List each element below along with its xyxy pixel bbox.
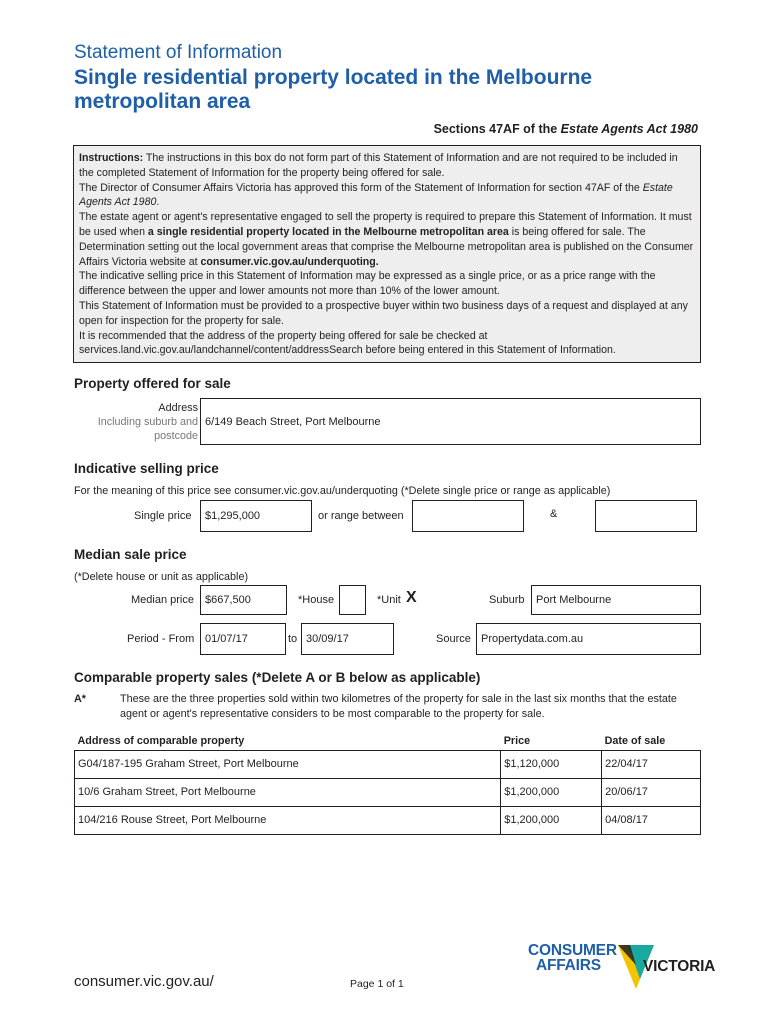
indicative-heading: Indicative selling price — [74, 461, 219, 476]
comparable-description: These are the three properties sold within two kilometres of the property for sale in the last six months that the estate agent or agent's representative considers to be most comparable to the property for sale. — [120, 693, 677, 720]
median-note: (*Delete house or unit as applicable) — [74, 571, 249, 583]
median-price-field[interactable]: $667,500 — [200, 585, 287, 615]
sections-reference — [434, 122, 698, 136]
sections-act: Estate Agents Act 1980 — [560, 122, 698, 136]
comparable-date[interactable]: 04/08/17 — [602, 806, 701, 834]
consumer-affairs-victoria-logo — [528, 941, 716, 993]
address-label: Address Including suburb and postcode — [97, 402, 198, 442]
period-from-field[interactable]: 01/07/17 — [200, 623, 286, 655]
suburb-label: Suburb — [489, 594, 525, 606]
single-price-label: Single price — [134, 510, 192, 522]
comparable-price[interactable]: $1,200,000 — [501, 806, 602, 834]
comparable-address[interactable]: 104/216 Rouse Street, Port Melbourne — [75, 806, 501, 834]
house-label: *House — [298, 594, 335, 606]
house-checkbox[interactable] — [339, 585, 366, 615]
comparable-date[interactable]: 22/04/17 — [602, 750, 701, 778]
comparable-price[interactable]: $1,200,000 — [501, 778, 602, 806]
document-title: Single residential property located in the Melbourne metropolitan area — [74, 66, 593, 113]
column-date: Date of sale — [602, 732, 701, 750]
comparable-table — [74, 732, 701, 835]
sections-prefix: Sections 47AF of the — [433, 122, 561, 136]
instructions-paragraph-3: The estate agent or agent's representative engaged to sell the property is required to prepare this Statement of Information. It must be used when a single residential property located in the Melbourne metropolitan area is being offered for sale. The Determination setting out the local government areas that comprise the Melbourne metropolitan area is published on the Consumer Affairs Victoria website at consumer.vic.gov.au/underquoting. — [79, 211, 694, 268]
instructions-paragraph-4: The indicative selling price in this Statement of Information may be expressed as a single price, or as a price range with the difference between the upper and lower amounts not more than 10% of the lower amount. — [79, 270, 656, 298]
comparable-address[interactable]: G04/187-195 Graham Street, Port Melbourne — [75, 750, 501, 778]
unit-label: *Unit — [377, 594, 401, 606]
period-from-label: Period - From — [127, 633, 195, 645]
instructions-paragraph-5: This Statement of Information must be provided to a prospective buyer within two business days of a request and displayed at any open for inspection for the property for sale. — [79, 299, 688, 327]
source-field[interactable]: Propertydata.com.au — [476, 623, 701, 655]
instructions-box — [73, 145, 701, 363]
instructions-paragraph-1: Instructions: The instructions in this box do not form part of this Statement of Information and are not required to be included in the completed Statement of Information for the property being offered for sale. — [79, 152, 678, 179]
underquoting-link[interactable]: consumer.vic.gov.au/underquoting. — [200, 255, 379, 268]
address-field[interactable]: 6/149 Beach Street, Port Melbourne — [200, 398, 701, 445]
logo-line-2: AFFAIRS — [536, 957, 601, 974]
median-heading: Median sale price — [74, 547, 187, 562]
instructions-paragraph-6: It is recommended that the address of the property being offered for sale be checked at services.land.vic.gov.au/landchannel/content/addressSearch before being entered in this Statement of Information. — [79, 329, 616, 357]
footer-url[interactable]: consumer.vic.gov.au/ — [74, 973, 214, 990]
instructions-label: Instructions: — [79, 152, 144, 164]
logo-line-1: CONSUMER — [528, 942, 617, 959]
instructions-paragraph-2: The Director of Consumer Affairs Victoria has approved this form of the Statement of Information for section 47AF of the Estate Agents Act 1980. — [79, 181, 673, 209]
comparable-price[interactable]: $1,120,000 — [501, 750, 602, 778]
comparable-address[interactable]: 10/6 Graham Street, Port Melbourne — [75, 778, 501, 806]
logo-line-3: VICTORIA — [643, 958, 716, 975]
indicative-note: For the meaning of this price see consumer.vic.gov.au/underquoting (*Delete single price or range as applicable) — [74, 485, 611, 497]
column-address: Address of comparable property — [75, 732, 501, 750]
source-label: Source — [436, 633, 471, 645]
comparable-marker: A* — [74, 693, 86, 705]
range-ampersand: & — [550, 508, 558, 520]
table-row — [75, 750, 701, 778]
median-price-label: Median price — [131, 594, 194, 606]
range-high-field[interactable] — [595, 500, 697, 532]
single-price-field[interactable]: $1,295,000 — [200, 500, 312, 532]
unit-checkbox[interactable]: X — [406, 589, 417, 606]
period-to-field[interactable]: 30/09/17 — [301, 623, 394, 655]
page-number: Page 1 of 1 — [350, 978, 404, 990]
comparable-date[interactable]: 20/06/17 — [602, 778, 701, 806]
period-to-label: to — [288, 633, 298, 645]
document-kicker: Statement of Information — [74, 42, 283, 63]
table-row — [75, 778, 701, 806]
suburb-field[interactable]: Port Melbourne — [531, 585, 701, 615]
column-price: Price — [501, 732, 602, 750]
range-low-field[interactable] — [412, 500, 524, 532]
comparable-header-row — [75, 732, 701, 750]
property-heading: Property offered for sale — [74, 376, 231, 391]
range-label: or range between — [318, 510, 404, 522]
comparable-heading: Comparable property sales (*Delete A or B below as applicable) — [74, 670, 481, 685]
table-row — [75, 806, 701, 834]
